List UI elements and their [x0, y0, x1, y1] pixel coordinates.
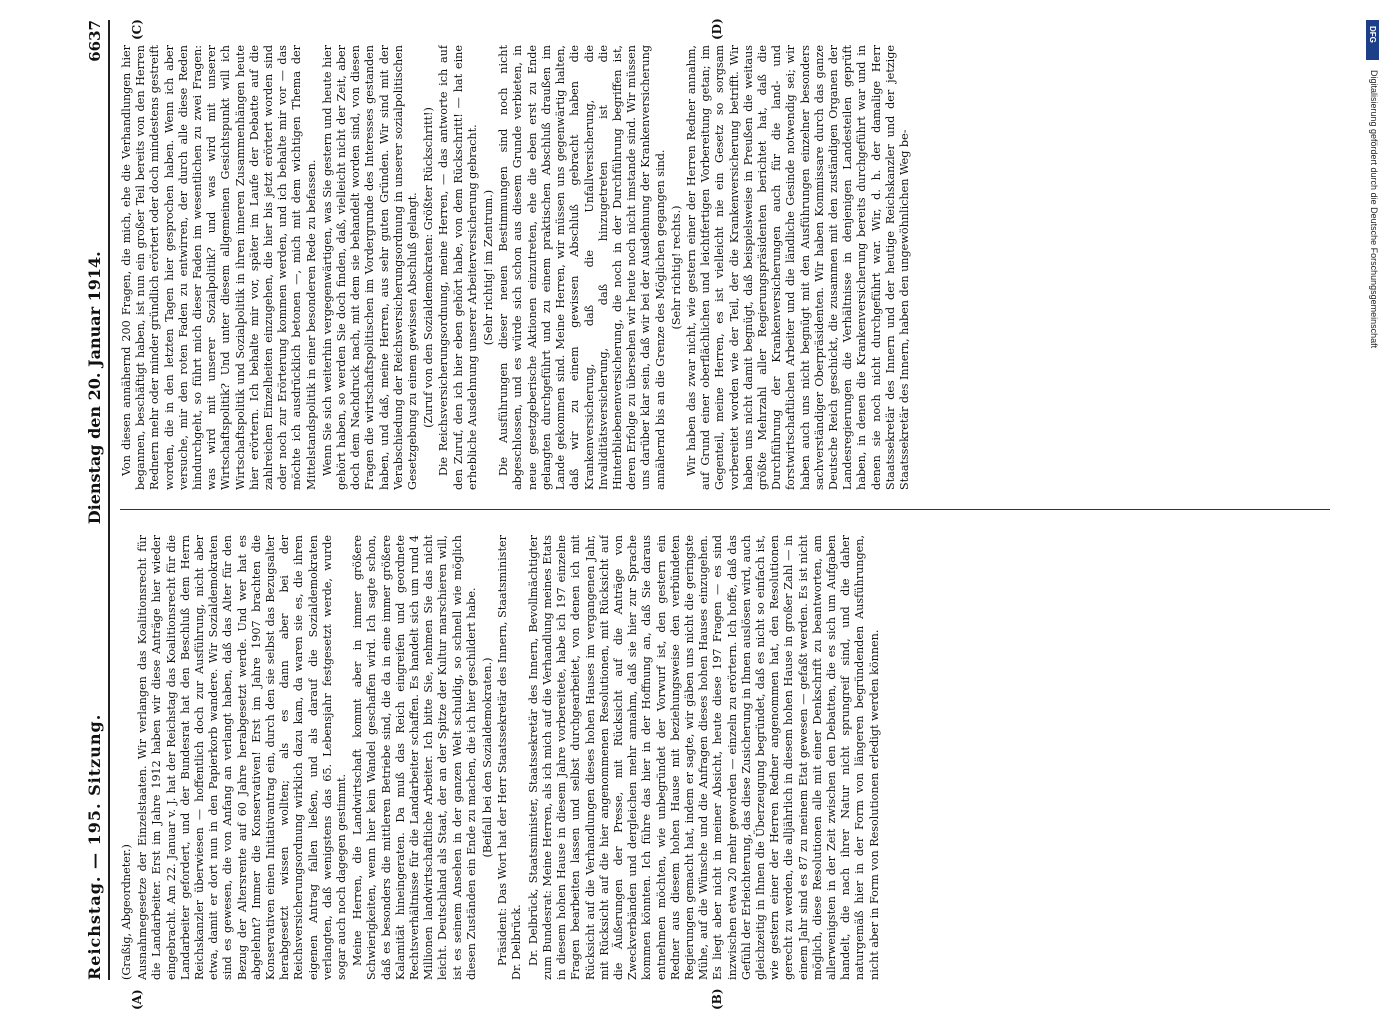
header-date: Dienstag den 20. Januar 1914. [85, 251, 104, 524]
paragraph: Wir haben das zwar nicht, wie gestern einer der Herren Redner annahm, auf Grund einer oberflächlichen und leichtfertigen Vorbereitung getan; im Gegenteil, meine Herren, es ist vielleicht nie ein Gesetz so sorgsam vorbereitet worden wie der Teil, der die Krankenversicherung betrifft. Wir haben uns nicht damit begnügt, daß beispielsweise in Preußen die weitaus größte Mehrzahl aller Regierungspräsidenten berichtet hat, daß die Durchführung der Krankenversicherungen auch für die land- und forstwirtschaftlichen Arbeiter und die ländliche Gesinde notwendig sei; wir haben auch uns nicht begnügt mit den Ausführungen einzelner besonders sachverständiger Oberpräsidenten. Wir haben Kommissare durch das ganze Deutsche Reich geschickt, die zusammen mit den zuständigen Organen der Landesregierungen die Verhältnisse in denjenigen Landesteilen geprüft haben, in denen die Krankenversicherung bereits durchgeführt war und in denen sie noch nicht durchgeführt war. Wir, d. h. der damalige Herr Staatssekretär des Innern und der heutige Reichskanzler und der jetzige Staatssekretär des Innern, haben den ungewöhnlichen Weg be- [685, 45, 912, 490]
paragraph: Von diesen annähernd 200 Fragen, die mich, ehe die Verhandlungen hier begannen, beschäftigt haben, ist nun ein großer Teil bereits von den Herren Rednern mehr oder minder gründlich erörtert oder doch mindestens gestreift worden, die in den letzten Tagen hier gesprochen haben. Wenn ich aber versuche, mir den roten Faden zu entwirren, der durch alle diese Reden hindurchgeht, so führt mich dieser Faden im wesentlichen zu zwei Fragen: was wird mit unserer Sozialpolitik? und was wird mit unserer Wirtschaftspolitik? Und unter diesem allgemeinen Gesichtspunkt will ich Wirtschaftspolitik und Sozialpolitik in ihren inneren Zusammenhängen heute hier erörtern. Ich behalte mir vor, später im Laufe der Debatte auf die zahlreichen Einzelheiten einzugehen, die hier bis jetzt erörtert worden sind oder noch zur Erörterung kommen werden, und ich behalte mir vor — das möchte ich ausdrücklich betonen —, mich mit dem wichtigen Thema der Mittelstandspolitik in einer besonderen Rede zu befassen. [120, 45, 319, 490]
interjection: (Zuruf von den Sozialdemokraten: Größter Rückschritt!) [422, 45, 436, 490]
paragraph: Wenn Sie sich weiterhin vergegenwärtigen, was Sie gestern und heute hier gehört haben, so werden Sie doch finden, daß, vielleicht nicht der Zeit, aber doch dem Nachdruck nach, mit dem sie behandelt worden sind, von diesen Fragen die wirtschaftspolitischen im Vordergrunde des Interesses gestanden haben, und daß, meine Herren, aus sehr guten Gründen. Wir sind mit der Verabschiedung der Reichsversicherungsordnung in unserer sozialpolitischen Gesetzgebung zu einem gewissen Abschluß gelangt. [321, 45, 420, 490]
paragraph: Ausnahmegesetze der Einzelstaaten. Wir verlangen das Koalitionsrecht für die Landarbeiter. Erst im Jahre 1912 haben wir diese Anträge hier wieder eingebracht. Am 22. Januar v. J. hat der Reichstag das Koalitionsrecht für die Landarbeiter gefordert, und der Bundesrat hat den Beschluß dem Herrn Reichskanzler überwiesen — hoffentlich doch zur Ausführung, nicht aber etwa, damit er dort nun in den Papierkorb wandere. Wir Sozialdemokraten sind es gewesen, die von Anfang an verlangt haben, daß das Alter für den Bezug der Altersrente auf 60 Jahre herabgesetzt werde. Und wer hat es abgelehnt? Immer die Konservativen! Erst im Jahre 1907 brachten die Konservativen einen Initiativantrag ein, durch den sie selbst das Bezugsalter herabgesetzt wissen wollten; als es dann aber bei der Reichsversicherungsordnung wirklich dazu kam, da waren sie es, die ihren eigenen Antrag fallen ließen, und als darauf die Sozialdemokraten verlangten, daß wenigstens das 65. Lebensjahr festgesetzt werde, wurde sogar auch noch dagegen gestimmt. [136, 535, 349, 980]
rotated-newspaper-page [70, 20, 1330, 980]
applause: (Beifall bei den Sozialdemokraten.) [481, 535, 495, 980]
margin-mark-b: (B) [710, 989, 724, 1010]
president-line: Präsident: Das Wort hat der Herr Staatssekretär des Innern, Staatsminister Dr. Delbrück. [496, 535, 524, 980]
header-left: Reichstag. — 195. Sitzung. [85, 714, 104, 980]
margin-mark-d: (D) [710, 18, 724, 40]
digitization-credit [1365, 10, 1381, 990]
page-header [70, 20, 110, 980]
credit-text: Digitalisierung gefördert durch die Deutsche Forschungsgemeinschaft [1369, 70, 1379, 348]
interjection: (Sehr richtig! rechts.) [670, 45, 684, 490]
margin-mark-c: (C) [130, 19, 144, 40]
paragraph: Die Ausführungen dieser neuen Bestimmungen sind noch nicht abgeschlossen, und es würde sich schon aus diesem Grunde verbieten, in neue gesetzgeberische Aktionen einzutreten, ehe die eben erst zu Ende gelangten durchgeführt und zu einem praktischen Abschluß draußen im Lande gekommen sind. Meine Herren, wir müssen uns gegenwärtig halten, daß wir zu einem gewissen Abschluß gebracht haben die Krankenversicherung, daß die Unfallversicherung, die Invaliditätsversicherung, daß hinzugetreten ist die Hinterbliebenenversicherung, die noch in der Durchführung begriffen ist, deren Erfolge zu übersehen wir heute noch nicht imstande sind. Wir müssen uns darüber klar sein, daß wir bei der Ausdehnung der Krankenversicherung annähernd bis an die Grenze des Möglichen gegangen sind. [497, 45, 667, 490]
column-divider [120, 509, 1330, 510]
speaker-tag: (Graßig, Abgeordneter.) [120, 535, 134, 980]
paragraph: Die Reichsversicherungsordnung, meine Herren, — das antworte ich auf den Zuruf, den ich hier eben gehört habe, von dem Rückschritt! — hat eine erhebliche Ausdehnung unserer Arbeiterversicherung gebracht. [437, 45, 480, 490]
paragraph: Dr. Delbrück, Staatsminister, Staatssekretär des Innern, Bevollmächtigter zum Bundesrat: Meine Herren, als ich mich auf die Verhandlung meines Etats in diesem hohen Hause in diesem Jahre vorbereitete, habe ich 197 einzelne Fragen bearbeiten lassen und selbst durchgearbeitet, von denen ich mit Rücksicht auf die Verhandlungen dieses hohen Hauses im vergangenen Jahr, mit Rücksicht auf die hier angenommenen Resolutionen, mit Rücksicht auf die Äußerungen der Presse, mit Rücksicht auf die Anträge von Zweckverbänden und dergleichen mehr annahm, daß sie hier zur Sprache kommen könnten. Ich führe das hier in der Hoffnung an, daß Sie daraus entnehmen möchten, wie unbegründet der Vorwurf ist, den gestern ein Redner aus diesem hohen Hause mit beziehungsweise den verbündeten Regierungen gemacht hat, indem er sagte, wir gäben uns nicht die geringste Mühe, auf die Wünsche und die Anfragen dieses hohen Hauses einzugehen. Es liegt aber nicht in meiner Absicht, heute diese 197 Fragen — es sind inzwischen etwa 20 mehr geworden — einzeln zu erörtern. Ich hoffe, daß das Gefühl der Erleichterung, das diese Zusicherung in Ihnen auslösen wird, auch gleichzeitig in Ihnen die Überzeugung begründet, daß es nicht so einfach ist, wie gestern einer der Herren Redner angenommen hat, den Resolutionen gerecht zu werden, die alljährlich in diesem hohen Hause in großer Zahl — in einem Jahr sind es 87 zu meinem Etat gewesen — gefaßt werden. Es ist nicht möglich, diese Resolutionen alle mit einer Denkschrift zu beantworten, am allerwenigsten in der Zeit zwischen den Debatten, die es sich um Aufgaben handelt, die nach ihrer Natur nicht sprungreif sind, und die daher naturgemäß hier in der Form von längeren begründenden Ausführungen, nicht aber in Form von Resolutionen erledigt werden können. [527, 535, 882, 980]
right-column [120, 45, 1330, 490]
dfg-logo: DFG [1366, 20, 1379, 60]
interjection: (Sehr richtig! im Zentrum.) [482, 45, 496, 490]
page-number: 6637 [86, 20, 104, 62]
left-column [120, 535, 1330, 980]
margin-mark-a: (A) [130, 989, 144, 1010]
paragraph: Meine Herren, die Landwirtschaft kommt aber in immer größere Schwierigkeiten, wenn hier kein Wandel geschaffen wird. Ich sagte schon, daß es besonders die mittleren Betriebe sind, die da in eine immer größere Kalamität hineingeraten. Da muß das Reich eingreifen und geordnete Rechtsverhältnisse für die Landarbeiter schaffen. Es handelt sich um rund 4 Millionen landwirtschaftliche Arbeiter. Ich bitte Sie, nehmen Sie das nicht leicht. Deutschland als Staat, der an der Spitze der Kultur marschieren will, ist es seinem Ansehen in der ganzen Welt schuldig, so schnell wie möglich diesen Zuständen ein Ende zu machen, die ich hier geschildert habe. [351, 535, 479, 980]
